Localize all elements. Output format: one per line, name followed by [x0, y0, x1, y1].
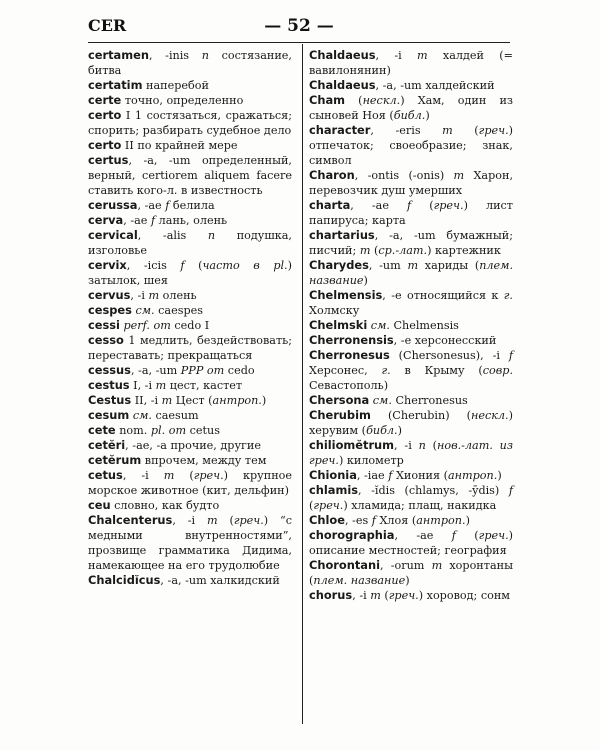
- entry-text: олень: [159, 289, 197, 302]
- column-divider: [302, 44, 303, 724]
- entry-text: (: [345, 94, 363, 107]
- entry-text: I, -i: [129, 379, 156, 392]
- entry-headword: character: [309, 123, 371, 137]
- entry-text: ) километр: [338, 454, 404, 467]
- dictionary-entry: [309, 483, 513, 513]
- dictionary-entry: [309, 393, 513, 408]
- entry-text: , -i: [352, 589, 371, 602]
- entry-headword: Charydes: [309, 258, 369, 272]
- dictionary-entry: [309, 258, 513, 288]
- entry-text: см.: [370, 319, 390, 332]
- dictionary-entry: [88, 573, 292, 588]
- entry-text: (: [380, 589, 389, 602]
- entry-text: плем. название: [313, 574, 406, 587]
- entry-text: n: [201, 49, 209, 62]
- entry-text: нескл.: [471, 409, 509, 422]
- entry-text: (: [217, 514, 234, 527]
- entry-text: ): [363, 274, 368, 287]
- entry-text: Цест (: [172, 394, 213, 407]
- entry-headword: cesum: [88, 408, 130, 422]
- entry-text: (: [411, 199, 434, 212]
- entry-text: Харон, перевозчик душ умерших: [309, 169, 513, 197]
- dictionary-entry: [309, 558, 513, 588]
- dictionary-entry: [88, 93, 292, 108]
- entry-headword: Charon: [309, 168, 355, 182]
- entry-text: греч.: [313, 499, 344, 512]
- entry-headword: chorographia: [309, 528, 395, 542]
- entry-text: ) хоровод; сонм: [418, 589, 510, 602]
- dictionary-entry: [88, 138, 292, 153]
- entry-text: (: [425, 439, 437, 452]
- dictionary-entry: [88, 318, 292, 333]
- dictionary-entry: [88, 288, 292, 303]
- entry-text: ) Хам, один из сыновей Ноя (: [309, 94, 514, 122]
- entry-text: наперебой: [142, 79, 209, 92]
- entry-headword: cervix: [88, 258, 127, 272]
- entry-text: ): [425, 109, 430, 122]
- entry-headword: cete: [88, 423, 116, 437]
- dictionary-entry: [88, 513, 292, 573]
- entry-text: ): [497, 469, 502, 482]
- entry-headword: Cherubim: [309, 408, 371, 422]
- dictionary-entry: [309, 588, 513, 603]
- entry-text: f: [407, 199, 412, 212]
- entry-text: совр.: [482, 364, 513, 377]
- dictionary-entry: [88, 228, 292, 258]
- entry-text: , -e относящийся к: [382, 289, 504, 302]
- entry-text: n: [207, 229, 216, 242]
- entry-text: , -i: [122, 469, 164, 482]
- dictionary-entry: [88, 363, 292, 378]
- entry-text: II по крайней мере: [121, 139, 238, 152]
- entry-text: Холмску: [309, 304, 360, 317]
- dictionary-entry: [309, 438, 513, 468]
- entry-text: m: [442, 124, 453, 137]
- entry-text: греч.: [193, 469, 224, 482]
- dictionary-entry: [88, 468, 292, 498]
- dictionary-entry: [309, 318, 513, 333]
- dictionary-entry: [88, 378, 292, 393]
- entry-text: f: [371, 514, 376, 527]
- entry-text: цест, кастет: [166, 379, 243, 392]
- entry-text: , -ae: [350, 199, 408, 212]
- dictionary-entry: [88, 303, 292, 318]
- dictionary-entry: [309, 198, 513, 228]
- entry-text: (: [452, 124, 479, 137]
- entry-text: cetus: [186, 424, 220, 437]
- entry-text: m: [431, 559, 443, 572]
- entry-text: Севастополь): [309, 379, 389, 392]
- entry-headword: Cestus: [88, 393, 132, 407]
- entry-text: халдей (= вавилонянин): [309, 49, 513, 77]
- entry-text: Хлоя (: [375, 514, 417, 527]
- dictionary-entry: [88, 258, 292, 288]
- entry-text: , -icis: [126, 259, 181, 272]
- dictionary-entry: [309, 168, 513, 198]
- entry-headword: certamen: [88, 48, 149, 62]
- entry-text: f: [150, 214, 156, 227]
- entry-text: m: [359, 244, 371, 257]
- entry-headword: cervus: [88, 288, 131, 302]
- entry-text: m: [453, 169, 465, 182]
- entry-text: ) описание местностей; география: [309, 529, 513, 557]
- entry-text: греч.: [433, 199, 464, 212]
- dictionary-entry: [88, 108, 292, 138]
- entry-text: см.: [135, 304, 155, 317]
- entry-text: , -ae, -a прочие, другие: [125, 439, 261, 452]
- entry-text: лань, олень: [155, 214, 228, 227]
- entry-text: PPP от: [180, 364, 225, 377]
- entry-text: , -ae: [394, 529, 452, 542]
- entry-headword: cespes: [88, 303, 132, 317]
- dictionary-entry: [88, 78, 292, 93]
- entry-text: , -ontis (-onis): [354, 169, 454, 182]
- entry-text: состязание, битва: [88, 49, 292, 77]
- entry-text: nom.: [115, 424, 151, 437]
- entry-headword: Chersona: [309, 393, 370, 407]
- entry-text: (: [174, 469, 194, 482]
- entry-text: ) крупное морское животное (кит, дельфин): [88, 469, 293, 497]
- entry-headword: cervical: [88, 228, 138, 242]
- entry-text: впрочем, между тем: [141, 454, 267, 467]
- dictionary-entry: [309, 48, 513, 78]
- entry-headword: certo: [88, 108, 122, 122]
- entry-text: белила: [169, 199, 215, 212]
- entry-text: библ.: [366, 424, 398, 437]
- entry-text: ) “с медными внутренностями”, прозвище грамматика Дидима, намекающее на его трудолюбие: [88, 514, 292, 572]
- dictionary-entry: [309, 348, 513, 393]
- entry-text: caesum: [151, 409, 199, 422]
- entry-text: caespes: [154, 304, 203, 317]
- entry-text: I 1 состязаться, сражаться; спорить; разбирать судебное дело: [88, 109, 292, 137]
- entry-text: cedo: [224, 364, 255, 377]
- entry-text: , -a, -um халдейский: [375, 79, 495, 92]
- entry-text: cedo I: [170, 319, 210, 332]
- dictionary-entry: [88, 498, 292, 513]
- entry-text: f: [180, 259, 185, 272]
- entry-text: m: [155, 379, 167, 392]
- dictionary-entry: [309, 288, 513, 318]
- entry-text: г.: [381, 364, 391, 377]
- dictionary-entry: [309, 333, 513, 348]
- entry-text: m: [417, 49, 428, 62]
- entry-text: m: [163, 469, 175, 482]
- header-rule: [88, 42, 510, 43]
- page-number: — 52 —: [264, 16, 334, 36]
- dictionary-entry: [309, 78, 513, 93]
- entry-text: хариды (: [418, 259, 480, 272]
- entry-text: антроп.: [212, 394, 262, 407]
- entry-text: , -i: [172, 514, 207, 527]
- entry-text: библ.: [393, 109, 426, 122]
- entry-text: плем. название: [309, 259, 513, 287]
- dictionary-entry: [88, 48, 292, 78]
- entry-text: (Chersonesus), -i: [389, 349, 509, 362]
- entry-text: (: [370, 244, 379, 257]
- entry-text: m: [407, 259, 419, 272]
- entry-text: точно, определенно: [121, 94, 244, 107]
- entry-text: , -a, -um халкидский: [160, 574, 280, 587]
- entry-text: , -alis: [137, 229, 208, 242]
- entry-headword: Cherronensis: [309, 333, 394, 347]
- entry-text: (: [184, 259, 203, 272]
- entry-text: нескл.: [362, 94, 401, 107]
- entry-text: в Крыму (: [390, 364, 483, 377]
- entry-text: f: [508, 484, 513, 497]
- entry-text: Cherronesus: [391, 394, 468, 407]
- entry-text: подушка, изголовье: [88, 229, 292, 257]
- entry-headword: cetĕri: [88, 438, 126, 452]
- entry-text: m: [206, 514, 218, 527]
- entry-text: нов.-лат. из греч.: [309, 439, 513, 467]
- entry-text: , -e херсонесский: [393, 334, 497, 347]
- entry-text: Chelmensis: [389, 319, 459, 332]
- entry-text: ) херувим (: [309, 409, 513, 437]
- entry-text: (: [455, 529, 479, 542]
- entry-text: f: [451, 529, 456, 542]
- entry-headword: Cham: [309, 93, 346, 107]
- entry-headword: Chalcenterus: [88, 513, 173, 527]
- entry-text: m: [161, 394, 173, 407]
- entry-headword: cestus: [88, 378, 130, 392]
- entry-text: , -a, -um определенный, верный, certiorem aliquem facere ставить кого-л. в известность: [88, 154, 292, 197]
- dictionary-entry: [309, 528, 513, 558]
- dictionary-entry: [309, 513, 513, 528]
- entry-text: см.: [372, 394, 392, 407]
- entry-text: Хиония (: [392, 469, 448, 482]
- entry-headword: Cherronesus: [309, 348, 390, 362]
- entry-headword: Chaldaeus: [309, 48, 376, 62]
- entry-headword: Chalcidĭcus: [88, 573, 161, 587]
- running-head: CER: [88, 16, 127, 35]
- entry-headword: Chaldaeus: [309, 78, 376, 92]
- entry-headword: certatim: [88, 78, 143, 92]
- dictionary-entry: [88, 423, 292, 438]
- entry-text: греч.: [233, 514, 264, 527]
- entry-headword: cessus: [88, 363, 131, 377]
- entry-text: m: [370, 589, 381, 602]
- entry-text: , -ae: [123, 214, 151, 227]
- entry-text: , -um: [368, 259, 408, 272]
- entry-headword: cessi: [88, 318, 120, 332]
- entry-text: , -orum: [380, 559, 432, 572]
- entry-headword: cerva: [88, 213, 124, 227]
- entry-text: pl. от: [150, 424, 187, 437]
- entry-text: хоронтаны (: [309, 559, 513, 587]
- entry-headword: certo: [88, 138, 122, 152]
- entry-headword: cesso: [88, 333, 124, 347]
- entry-text: ср.-лат.: [378, 244, 428, 257]
- entry-text: , -ĭdis (chlamys, -ȳdis): [358, 484, 509, 497]
- entry-text: perf. от: [123, 319, 171, 332]
- entry-headword: charta: [309, 198, 351, 212]
- entry-headword: Chelmski: [309, 318, 368, 332]
- entry-text: см.: [132, 409, 152, 422]
- entry-text: г.: [503, 289, 513, 302]
- entry-text: греч.: [388, 589, 419, 602]
- entry-text: ): [405, 574, 410, 587]
- entry-text: , -iae: [356, 469, 389, 482]
- right-column: [309, 48, 513, 603]
- entry-text: , -eris: [370, 124, 443, 137]
- entry-text: , -a, -um: [130, 364, 181, 377]
- entry-text: Херсонес,: [309, 364, 382, 377]
- entry-headword: chiliomĕtrum: [309, 438, 395, 452]
- dictionary-entry: [88, 393, 292, 408]
- entry-text: , -ae: [137, 199, 166, 212]
- entry-headword: certus: [88, 153, 129, 167]
- entry-text: греч.: [478, 124, 509, 137]
- entry-text: f: [508, 349, 513, 362]
- entry-headword: chorus: [309, 588, 353, 602]
- entry-text: f: [165, 199, 170, 212]
- entry-headword: certe: [88, 93, 122, 107]
- entry-headword: Chloe: [309, 513, 345, 527]
- dictionary-entry: [309, 468, 513, 483]
- entry-headword: cetus: [88, 468, 123, 482]
- entry-text: n: [418, 439, 426, 452]
- entry-headword: cetĕrum: [88, 453, 142, 467]
- entry-text: , -es: [344, 514, 372, 527]
- entry-text: ) затылок, шея: [88, 259, 292, 287]
- entry-text: 1 медлить, бездействовать; переставать; прекращаться: [88, 334, 292, 362]
- entry-headword: Chionia: [309, 468, 357, 482]
- entry-headword: cerussa: [88, 198, 138, 212]
- dictionary-entry: [88, 438, 292, 453]
- entry-text: антроп.: [416, 514, 466, 527]
- entry-text: m: [148, 289, 160, 302]
- entry-headword: chartarius: [309, 228, 375, 242]
- dictionary-entry: [309, 228, 513, 258]
- dictionary-entry: [88, 153, 292, 198]
- entry-text: часто в pl.: [202, 259, 288, 272]
- dictionary-entry: [88, 408, 292, 423]
- entry-text: ): [465, 514, 470, 527]
- dictionary-entry: [309, 123, 513, 168]
- entry-text: ) хламида; плащ, накидка: [343, 499, 497, 512]
- dictionary-entry: [88, 453, 292, 468]
- entry-text: ) картежник: [427, 244, 501, 257]
- entry-text: (: [309, 499, 314, 512]
- entry-text: греч.: [478, 529, 509, 542]
- entry-text: , -i: [375, 49, 418, 62]
- entry-text: ) лист папируса; карта: [309, 199, 513, 227]
- entry-headword: Chorontani: [309, 558, 380, 572]
- entry-text: ): [397, 424, 402, 437]
- entry-text: , -i: [130, 289, 149, 302]
- dictionary-entry: [309, 93, 513, 123]
- entry-text: II, -i: [131, 394, 162, 407]
- entry-text: , -a, -um бумажный; писчий;: [309, 229, 513, 257]
- page-header: [88, 14, 510, 40]
- entry-text: ): [261, 394, 267, 407]
- entry-text: , -i: [394, 439, 419, 452]
- entry-text: ) отпечаток; своеобразие; знак, символ: [309, 124, 513, 167]
- entry-text: антроп.: [448, 469, 498, 482]
- entry-text: f: [388, 469, 393, 482]
- left-column: [88, 48, 292, 588]
- entry-headword: Chelmensis: [309, 288, 383, 302]
- entry-text: (Cherubin) (: [370, 409, 471, 422]
- dictionary-entry: [88, 198, 292, 213]
- dictionary-entry: [88, 213, 292, 228]
- entry-headword: ceu: [88, 498, 111, 512]
- entry-text: словно, как будто: [110, 499, 220, 512]
- entry-text: , -inis: [148, 49, 202, 62]
- dictionary-entry: [309, 408, 513, 438]
- dictionary-entry: [88, 333, 292, 363]
- entry-headword: chlamis: [309, 483, 359, 497]
